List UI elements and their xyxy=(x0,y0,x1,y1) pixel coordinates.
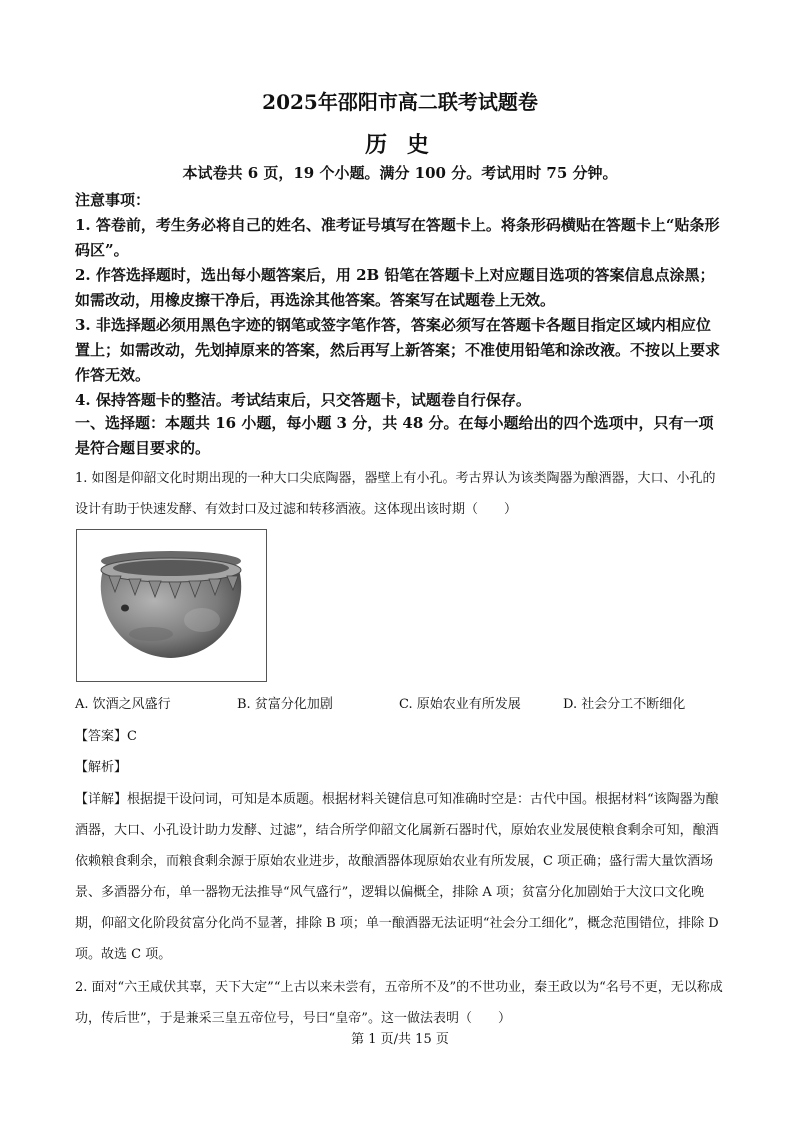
question-1-options xyxy=(75,693,725,715)
pottery-image xyxy=(76,529,267,682)
notice-item-1: 1. 答卷前，考生务必将自己的姓名、准考证号填写在答题卡上。将条形码横贴在答题卡上“贴条形码区”。 xyxy=(75,216,720,259)
notice-item-2: 2. 作答选择题时，选出每小题答案后，用 2B 铅笔在答题卡上对应题目选项的答案信息点涂黑；如需改动，用橡皮擦干净后，再选涂其他答案。答案写在试题卷上无效。 xyxy=(75,266,715,309)
section-heading: 一、选择题：本题共 16 小题，每小题 3 分，共 48 分。在每小题给出的四个选项中，只有一项是符合题目要求的。 xyxy=(75,414,714,457)
option-b[interactable]: B. 贫富分化加剧 xyxy=(237,697,333,712)
exam-info: 本试卷共 6 页，19 个小题。满分 100 分。考试用时 75 分钟。 xyxy=(182,164,618,182)
subject-title: 历 史 xyxy=(365,132,435,158)
option-d[interactable]: D. 社会分工不断细化 xyxy=(563,697,686,712)
page-number: 第 1 页/共 15 页 xyxy=(351,1032,449,1047)
notice-item-3: 3. 非选择题必须用黑色字迹的钢笔或签字笔作答，答案必须写在答题卡各题目指定区域内相应位置上；如需改动，先划掉原来的答案，然后再写上新答案；不准使用铅笔和涂改液。不按以上要求作答无效。 xyxy=(75,316,721,384)
analysis-heading: 【解析】 xyxy=(75,760,128,775)
option-a[interactable]: A. 饮酒之风盛行 xyxy=(75,697,171,712)
analysis-detail: 【详解】根据提干设问词，可知是本质题。根据材料关键信息可知准确时空是：古代中国。根据材料“该陶器为酿酒器，大口、小孔设计助力发酵、过滤”，结合所学仰韶文化属新石器时代，原始农业发展使粮食剩余可知，酿酒依赖粮食剩余，而粮食剩余源于原始农业进步，故酿酒器体现原始农业有所发展，C 项正确；盛行需大量饮酒场景、多酒器分布，单一器物无法推导“风气盛行”，逻辑以偏概全，排除 A 项；贫富分化加剧始于大汶口文化晚期，仰韶文化阶段贫富分化尚不显著，排除 B 项；单一酿酒器无法证明“社会分工细化”，概念范围错位，排除 D 项。故选 C 项。 xyxy=(75,792,719,962)
question-2-stem: 2. 面对“六王咸伏其辜，天下大定”“上古以来未尝有，五帝所不及”的不世功业，秦王政以为“名号不更，无以称成功，传后世”，于是兼采三皇五帝位号，号曰“皇帝”。这一做法表明（ ） xyxy=(75,980,723,1026)
answer-line: 【答案】C xyxy=(75,729,137,744)
notice-item-4: 4. 保持答题卡的整洁。考试结束后，只交答题卡，试题卷自行保存。 xyxy=(75,391,531,409)
exam-title: 2025年邵阳市高二联考试题卷 xyxy=(262,90,538,114)
pottery-vessel-icon xyxy=(77,530,266,681)
question-1-stem: 1. 如图是仰韶文化时期出现的一种大口尖底陶器，器壁上有小孔。考古界认为该类陶器为酿酒器，大口、小孔的 设计有助于快速发酵、有效封口及过滤和转移酒液。这体现出该时期（ ） xyxy=(75,471,716,517)
notice-heading: 注意事项： xyxy=(75,191,151,209)
option-c[interactable]: C. 原始农业有所发展 xyxy=(399,697,521,712)
